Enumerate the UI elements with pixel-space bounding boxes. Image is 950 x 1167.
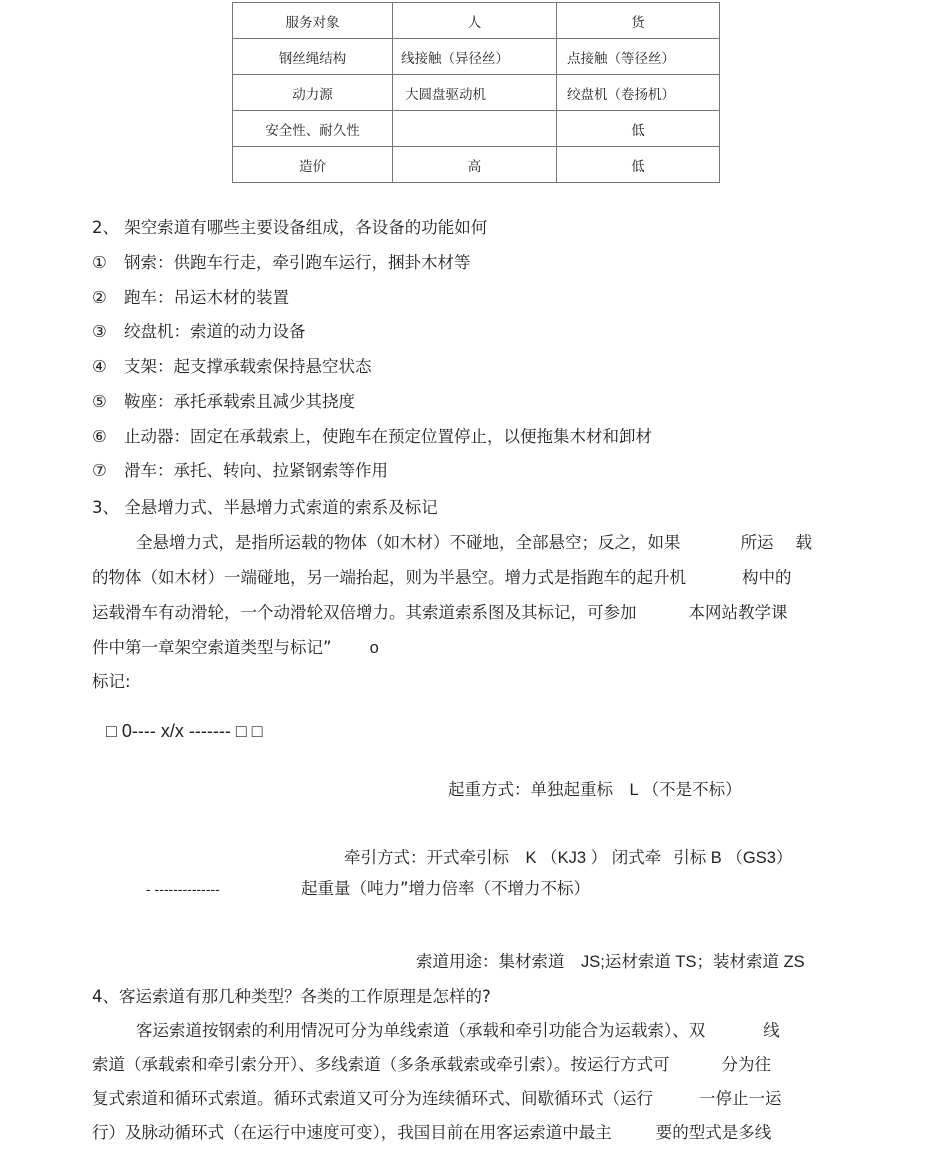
list-item [92,321,306,343]
text-run: 所运 [740,533,774,552]
list-number: ⑤ [92,392,107,411]
q4-paragraph-line [92,1054,771,1076]
list-text: 鞍座：承托承载索且减少其挠度 [124,392,355,411]
q3-paragraph-line [92,637,379,659]
table-row [233,111,720,147]
text-run: 牵引方式：开式牵引标 K （KJ3 ） 闭式牵 [344,849,662,867]
table-cell: 造价 [233,147,393,183]
list-number: ③ [92,322,107,341]
table-row [233,3,720,39]
list-item [92,356,372,378]
list-text: 止动器：固定在承载索上，使跑车在预定位置停止，以便拖集木材和卸材 [124,427,652,446]
list-item [92,287,289,309]
list-item [92,391,355,413]
list-text: 钢索：供跑车行走，牵引跑车运行，捆卦木材等 [124,253,471,272]
text-run: 分为往 [721,1055,771,1074]
q3-paragraph-line [92,602,788,624]
text-run: 本网站教学课 [688,603,788,622]
list-number: ⑦ [92,461,107,480]
q4-paragraph-line [92,1088,782,1110]
mark-pattern: □ 0---- x/x ------- □ □ [106,721,263,741]
table-row [233,39,720,75]
table-cell: 服务对象 [233,3,393,39]
q2-title: 2、 架空索道有哪些主要设备组成，各设备的功能如何 [92,218,488,237]
traction-method [344,847,792,869]
list-item [92,460,388,482]
q3-title: 3、 全悬增力式、半悬增力式索道的索系及标记 [92,498,438,517]
dash-line: - -------------- [146,881,220,897]
list-number: ② [92,288,107,307]
q4-paragraph-line [136,1020,780,1042]
table-cell: 线接触（异径丝） [393,39,557,75]
q3-paragraph-line [92,567,792,589]
table-cell: 人 [393,3,557,39]
table-cell: 货 [557,3,720,39]
table-cell: 安全性、耐久性 [233,111,393,147]
table-cell: 点接触（等径丝） [557,39,720,75]
list-number: ④ [92,357,107,376]
text-run: 线 [763,1021,780,1040]
table-cell: 大圆盘驱动机 [393,75,557,111]
text-run: 运载滑车有动滑轮，一个动滑轮双倍增力。其索道索系图及其标记，可参加 [92,603,637,622]
text-run: 构中的 [742,568,792,587]
text-run: 行）及脉动循环式（在运行中速度可变），我国目前在用客运索道中最主 [92,1123,612,1142]
text-run: 客运索道按钢索的利用情况可分为单线索道（承载和牵引功能合为运载索）、双 [136,1021,706,1040]
table-cell: 高 [393,147,557,183]
usage: 索道用途：集材索道 JS;运材索道 TS；装材索道 ZS [416,953,805,971]
list-text: 跑车：吊运木材的装置 [124,288,289,307]
list-text: 绞盘机：索道的动力设备 [124,322,306,341]
comparison-table [232,2,720,183]
table-cell: 钢丝绳结构 [233,39,393,75]
list-item [92,426,652,448]
table-cell: 动力源 [233,75,393,111]
text-run: 引标 B （GS3） [673,849,793,867]
list-number: ① [92,253,107,272]
text-run: 复式索道和循环式索道。循环式索道又可分为连续循环式、间歇循环式（运行 [92,1089,653,1108]
lift-capacity: 起重量（吨力”增力倍率（不增力不标） [301,879,591,898]
text-run: 件中第一章架空索道类型与标记” [92,638,332,657]
q3-paragraph-line [136,532,812,554]
lift-method: 起重方式：单独起重标 L （不是不标） [448,781,742,799]
text-run: 一停止一运 [699,1089,782,1108]
text-run: 要的型式是多线 [655,1123,772,1142]
text-run: 全悬增力式，是指所运载的物体（如木材）不碰地，全部悬空；反之，如果 [136,533,681,552]
text-run: 的物体（如木材）一端碰地，另一端抬起，则为半悬空。增力式是指跑车的起升机 [92,568,686,587]
table-row [233,147,720,183]
table-cell: 低 [557,147,720,183]
list-text: 支架：起支撑承载索保持悬空状态 [124,357,372,376]
list-number: ⑥ [92,427,107,446]
table-cell: 低 [557,111,720,147]
table-cell: 绞盘机（卷扬机） [557,75,720,111]
list-item [92,252,471,274]
text-run: o [369,639,379,657]
table-cell [393,111,557,147]
text-run: 索道（承载索和牵引索分开）、多线索道（多条承载索或牵引索）。按运行方式可 [92,1055,670,1074]
q4-title: 4、客运索道有那几种类型？各类的工作原理是怎样的? [92,987,491,1006]
mark-label: 标记: [92,672,131,691]
table-row [233,75,720,111]
text-run: 载 [795,533,812,552]
q4-paragraph-line [92,1122,771,1144]
list-text: 滑车：承托、转向、拉紧钢索等作用 [124,461,388,480]
